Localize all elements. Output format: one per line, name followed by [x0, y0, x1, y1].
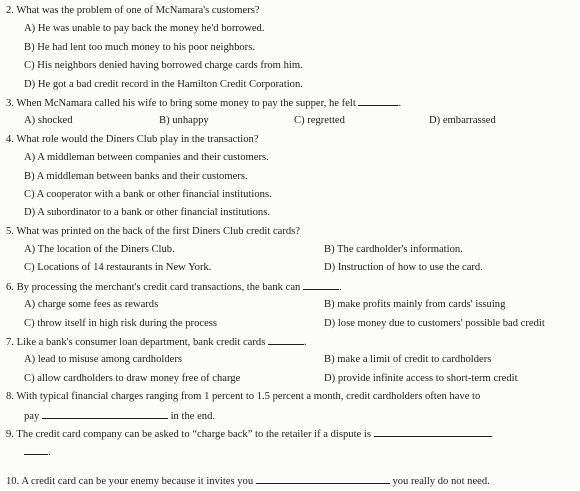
option-4a: A) A middleman between companies and their customers. — [24, 152, 269, 164]
answer-blank — [268, 333, 304, 345]
question-6-options-row1 — [6, 296, 572, 314]
question-7-options-row2 — [6, 370, 572, 388]
question-stem: By processing the merchant's credit card transactions, the bank can — [16, 281, 301, 293]
question-7-options-row1 — [6, 351, 572, 369]
question-stem: A credit card can be your enemy because it invites you — [21, 475, 254, 487]
question-9 — [6, 425, 572, 443]
question-stem: What role would the Diners Club play in the transaction? — [16, 133, 259, 145]
question-6-options-row2 — [6, 315, 572, 333]
option-5c: C) Locations of 14 restaurants in New York. — [24, 262, 212, 274]
option-5b: B) The cardholder's information. — [324, 244, 463, 256]
option-2b: B) He had lent too much money to his poor neighbors. — [24, 41, 255, 53]
question-stem-end: . — [339, 281, 342, 293]
question-3-options — [6, 112, 572, 130]
option-4c: C) A cooperator with a bank or other financial institutions. — [24, 188, 272, 200]
question-number: 3. — [6, 97, 14, 109]
question-number: 2. — [6, 5, 14, 16]
question-8 — [6, 388, 572, 406]
question-stem-start: pay — [24, 410, 40, 422]
answer-blank — [24, 443, 48, 455]
question-5-options-row1 — [6, 241, 572, 259]
question-number: 7. — [6, 337, 14, 349]
option-3c: C) regretted — [294, 115, 345, 127]
question-stem: What was the problem of one of McNamara's customers? — [16, 5, 260, 16]
option-2c: C) His neighbors denied having borrowed charge cards from him. — [24, 60, 303, 72]
question-stem: With typical financial charges ranging from 1 percent to 1.5 percent a month, credit cardholders often have to — [16, 391, 481, 403]
question-stem-end: . — [398, 97, 402, 109]
question-stem: When McNamara called his wife to bring some money to pay the supper, he felt — [16, 97, 356, 109]
option-7a: A) lead to misuse among cardholders — [24, 354, 182, 366]
question-stem: The credit card company can be asked to “charge back” to the retailer if a dispute is — [16, 428, 371, 440]
answer-blank — [303, 278, 339, 290]
answer-blank — [374, 425, 492, 437]
question-4 — [6, 131, 572, 149]
option-5a: A) The location of the Diners Club. — [24, 244, 175, 256]
question-stem-end: in the end. — [170, 410, 216, 422]
question-number: 4. — [6, 133, 14, 145]
option-2d: D) He got a bad credit record in the Hamilton Credit Corporation. — [24, 78, 303, 90]
option-7b: B) make a limit of credit to cardholders — [324, 354, 492, 366]
question-5-options-row2 — [6, 259, 572, 277]
question-number: 9. — [6, 428, 14, 440]
question-number: 8. — [6, 391, 14, 403]
question-stem: Like a bank's consumer loan department, bank credit cards — [16, 337, 266, 349]
question-8-line2 — [6, 407, 572, 425]
question-number: 5. — [6, 225, 14, 237]
question-stem-end: . — [303, 337, 307, 349]
question-10 — [6, 472, 572, 490]
answer-blank — [358, 94, 398, 106]
option-3d: D) embarrassed — [429, 115, 496, 127]
option-7d: D) provide infinite access to short-term credit — [324, 372, 518, 384]
answer-blank — [42, 407, 168, 419]
question-7 — [6, 333, 572, 351]
question-5 — [6, 223, 572, 241]
question-stem-end: you really do not need. — [392, 475, 490, 487]
option-6c: C) throw itself in high risk during the process — [24, 317, 218, 329]
option-6d: D) lose money due to customers' possible bad credit — [324, 317, 545, 329]
question-stem: What was printed on the back of the first Diners Club credit cards? — [16, 225, 301, 237]
option-5d: D) Instruction of how to use the card. — [324, 262, 483, 274]
question-3 — [6, 94, 572, 112]
option-7c: C) allow cardholders to draw money free of charge — [24, 372, 241, 384]
question-6 — [6, 278, 572, 296]
option-6a: A) charge some fees as rewards — [24, 299, 159, 311]
option-3a: A) shocked — [24, 115, 73, 127]
option-4b: B) A middleman between banks and their customers. — [24, 170, 248, 182]
option-4d: D) A subordinator to a bank or other financial institutions. — [24, 207, 270, 219]
question-stem-end: . — [48, 447, 51, 459]
question-2 — [6, 2, 572, 20]
answer-blank — [256, 472, 390, 484]
option-3b: B) unhappy — [159, 115, 209, 127]
question-9-line2 — [6, 443, 572, 461]
option-6b: B) make profits mainly from cards' issuing — [324, 299, 506, 311]
question-number: 6. — [6, 281, 14, 293]
question-number: 10. — [6, 475, 20, 487]
option-2a: A) He was unable to pay back the money he'd borrowed. — [24, 23, 265, 35]
